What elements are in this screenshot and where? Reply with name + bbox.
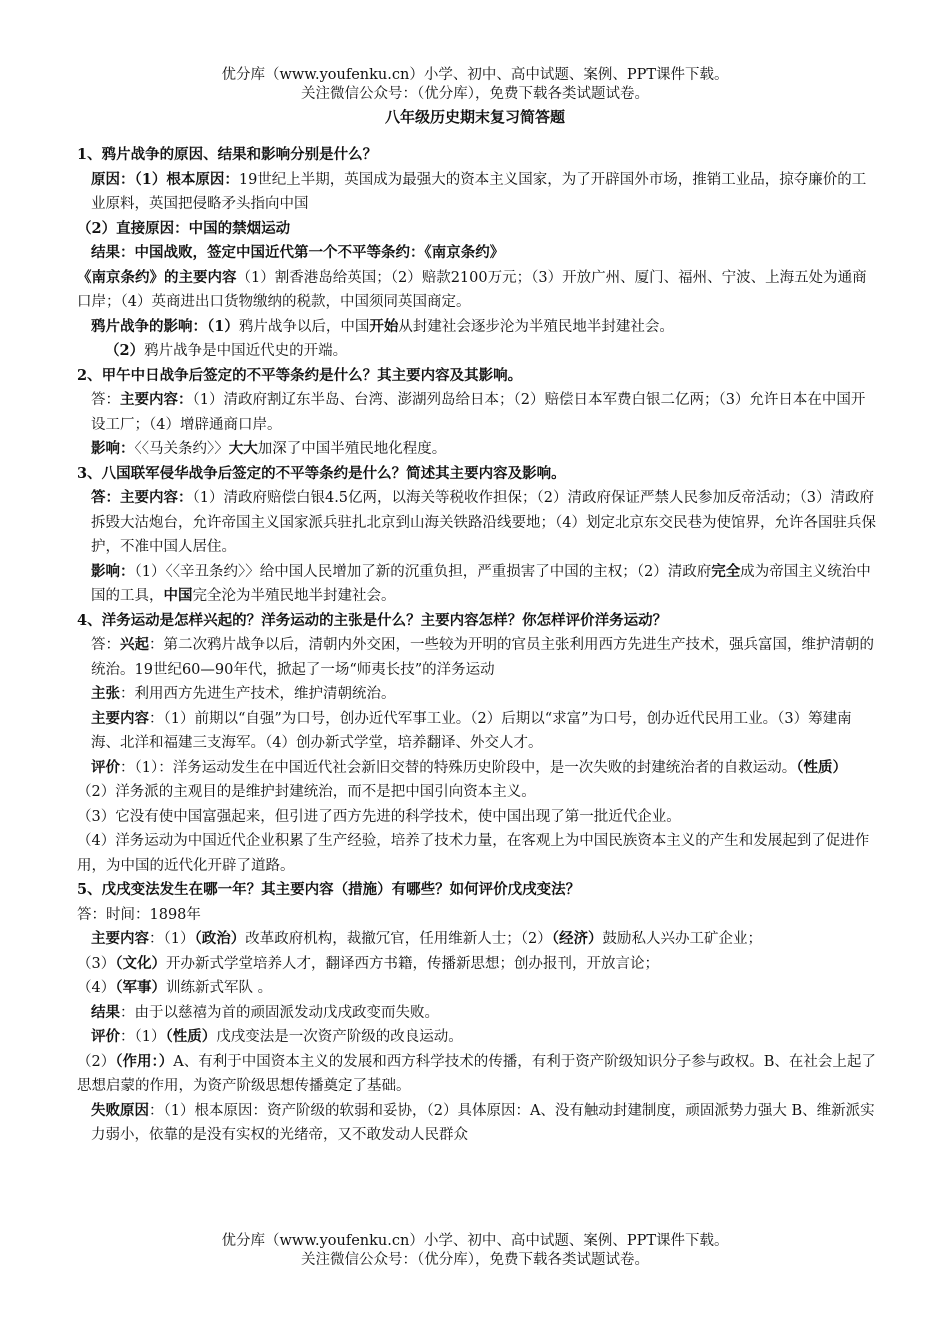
q3-content [77,486,877,560]
q5-result-label: 结果 [91,1003,120,1021]
q1-impact2-text: 鸦片战争是中国近代史的开端。 [144,343,348,359]
q4-claim-text: ：利用西方先进生产技术，维护清朝统治。 [120,686,396,702]
footer-line-2: 关注微信公众号：（优分库），免费下载各类试题试卷。 [301,1252,649,1268]
q5-content [77,927,877,952]
question-2: 2、甲午中日战争后签定的不平等条约是什么？其主要内容及其影响。 [77,366,523,384]
header-line-2: 关注微信公众号：（优分库），免费下载各类试题试卷。 [301,86,649,102]
q5-eval-text: 戊戌变法是一次资产阶级的改良运动。 [216,1029,463,1045]
q2-content-text: （1）清政府割辽东半岛、台湾、澎湖列岛给日本；（2）赔偿日本军费白银二亿两；（3）允许日本在中国开设工厂；（4）增辟通商口岸。 [91,392,866,433]
q4-rise-text: ：第二次鸦片战争以后，清朝内外交困，一些较为开明的官员主张利用西方先进生产技术，强兵富国，维护清朝的统治。19世纪60—90年代，掀起了一场“师夷长技”的洋务运动 [91,637,874,678]
q3-content-label: 答：主要内容： [91,489,193,506]
q5-time: 答：时间：1898年 [77,906,201,923]
q3-impact-label: 影响： [91,562,135,580]
q3-impact-bold-1: 完全 [711,562,741,580]
q4-content-text: ：（1）前期以“自强”为口号，创办近代军事工业。（2）后期以“求富”为口号，创办近代民用工业。（3）筹建南海、北洋和福建三支海军。（4）创办新式学堂，培养翻译、外交人才。 [91,710,852,751]
q5-result-text: ：由于以慈禧为首的顽固派发动戊戌政变而失败。 [120,1004,439,1021]
q5-eval-label: 评价 [91,1028,120,1045]
q4-eval [77,756,877,781]
q2-content-label: 主要内容： [120,391,193,408]
q1-result: 结果：中国战败，签定中国近代第一个不平等条约：《南京条约》 [91,244,505,261]
q5-eval [77,1025,877,1050]
q4-rise-label: 兴起 [120,636,149,653]
q1-nanjing-text: （1）割香港岛给英国；（2）赔款2100万元；（3）开放广州、厦门、福州、宁波、上海五处为通商口岸；（4）英商进出口货物缴纳的税款，中国须同英国商定。 [77,269,867,310]
document-body [77,143,877,1148]
question-5: 5、戊戌变法发生在哪一年？其主要内容（措施）有哪些？如何评价戊戌变法？ [77,881,581,898]
q4-eval-2: （2）洋务派的主观目的是维护封建统治，而不是把中国引向资本主义。 [77,784,536,800]
q1-nanjing-label: 《南京条约》的主要内容 [77,268,237,286]
q3-impact [77,560,877,609]
q5-eval-a: ：（1） [120,1029,166,1045]
q1-impact-text-b: 从封建社会逐步沦为半殖民地半封建社会。 [398,318,674,335]
q4-content-label: 主要内容 [91,709,149,727]
q3-content-text: （1）清政府赔偿白银4.5亿两，以海关等税收作担保；（2）清政府保证严禁人民参加反帝活动；（3）清政府拆毁大沽炮台，允许帝国主义国家派兵驻扎北京到山海关铁路沿线要地；（4）划定北京东交民巷为使馆界，允许各国驻兵保护，不准中国人居住。 [91,490,876,555]
q2-content [77,388,877,437]
q3-impact-text-b: 成为帝国主义统治中国的工具， [91,563,871,604]
q1-impact2-label: （2） [105,342,145,359]
q2-impact-label: 影响： [91,440,135,457]
q5-content-economy: （经济） [551,930,603,947]
q1-direct-cause: （2）直接原因：中国的禁烟运动 [77,219,291,237]
q5-fail [77,1099,877,1148]
q5-content-c: 鼓励私人兴办工矿企业； [602,931,762,947]
q4-eval-nature: （性质） [796,758,847,776]
q2-impact-text-a: 〈〈马关条约〉〉 [134,441,229,457]
q2-impact [77,437,877,462]
question-1: 1、鸦片战争的原因、结果和影响分别是什么？ [77,146,378,163]
q5-eval-2 [77,1050,877,1099]
page-footer [0,1232,950,1270]
question-4: 4、洋务运动是怎样兴起的？洋务运动的主张是什么？主要内容怎样？你怎样评价洋务运动？ [77,611,668,629]
document-title: 八年级历史期末复习简答题 [384,108,565,126]
q3-impact-bold-2: 中国 [163,587,193,604]
q5-content-b: 改革政府机构，裁撤冗官，任用维新人士；（2） [245,931,552,947]
q5-eval2-label: （作用：） [115,1052,174,1070]
q3-impact-text-c: 完全沦为半殖民地半封建社会。 [192,588,396,604]
q3-impact-text-a: （1）〈〈辛丑条约〉〉给中国人民增加了新的沉重负担，严重损害了中国的主权；（2）清政府 [134,563,712,580]
q5-item3-a: （3） [77,955,116,972]
question-3: 3、八国联军侵华战争后签定的不平等条约是什么？简述其主要内容及影响。 [77,464,566,482]
q1-cause [77,168,877,217]
q1-impact [77,315,877,340]
q5-content-politics: （政治） [194,930,246,947]
q5-item4-a: （4） [77,980,116,996]
header-line-1: 优分库（www.youfenku.cn）小学、初中、高中试题、案例、PPT课件下载。 [221,67,729,83]
q1-nanjing [77,266,877,315]
q1-impact-bold: 开始 [369,317,399,335]
q5-eval2-text: A、有利于中国资本主义的发展和西方科学技术的传播，有利于资产阶级知识分子参与政权。B、在社会上起了思想启蒙的作用，为资产阶级思想传播奠定了基础。 [77,1053,876,1094]
q2-answer-prefix: 答： [91,392,120,408]
q4-eval-3: （3）它没有使中国富强起来，但引进了西方先进的科学技术，使中国出现了第一批近代企业。 [77,808,681,825]
q5-item4-text: 训练新式军队 。 [165,980,273,996]
q4-claim [77,682,877,707]
page-header [0,66,950,104]
q5-item-4 [77,976,877,1001]
q5-content-a: ：（1） [149,931,195,947]
q4-rise [77,633,877,682]
q5-eval-nature: （性质） [165,1028,217,1045]
q4-eval-text: ：（1）：洋务运动发生在中国近代社会新旧交替的特殊历史阶段中，是一次失败的封建统治者的自救运动。 [120,759,797,776]
q4-eval-4: （4）洋务运动为中国近代企业积累了生产经验，培养了技术力量，在客观上为中国民族资本主义的产生和发展起到了促进作用，为中国的近代化开辟了道路。 [77,833,870,874]
q1-impact-2 [77,339,877,364]
q5-item3-text: 开办新式学堂培养人才，翻译西方书籍，传播新思想；创办报刊，开放言论； [165,955,659,972]
q5-eval2-a: （2） [77,1053,116,1070]
q5-result [77,1001,877,1026]
q4-rise-prefix: 答： [91,637,120,653]
q2-impact-text-b: 加深了中国半殖民地化程度。 [257,441,447,457]
q5-fail-label: 失败原因 [91,1101,149,1119]
q5-item3-label: （文化） [115,954,166,972]
q5-fail-text: ：（1）根本原因：资产阶级的软弱和妥协，（2）具体原因：A、没有触动封建制度，顽固派势力强大 B、维新派实力弱小，依靠的是没有实权的光绪帝，又不敢发动人民群众 [91,1102,875,1143]
q4-claim-label: 主张 [91,685,120,702]
q2-impact-bold: 大大 [228,440,258,457]
q5-item4-label: （军事） [115,979,166,996]
q1-impact-label: 鸦片战争的影响：（1） [91,317,239,335]
q5-item-3 [77,952,877,977]
q5-content-label: 主要内容 [91,930,149,947]
q4-content [77,707,877,756]
q1-impact-text-a: 鸦片战争以后，中国 [238,318,370,335]
footer-line-1: 优分库（www.youfenku.cn）小学、初中、高中试题、案例、PPT课件下载。 [221,1233,729,1249]
q1-cause-text: 19世纪上半期，英国成为最强大的资本主义国家，为了开辟国外市场，推销工业品，掠夺廉价的工业原料，英国把侵略矛头指向中国 [91,171,867,212]
q4-eval-label: 评价 [91,758,120,776]
q1-cause-label: 原因：（1）根本原因： [91,170,239,188]
